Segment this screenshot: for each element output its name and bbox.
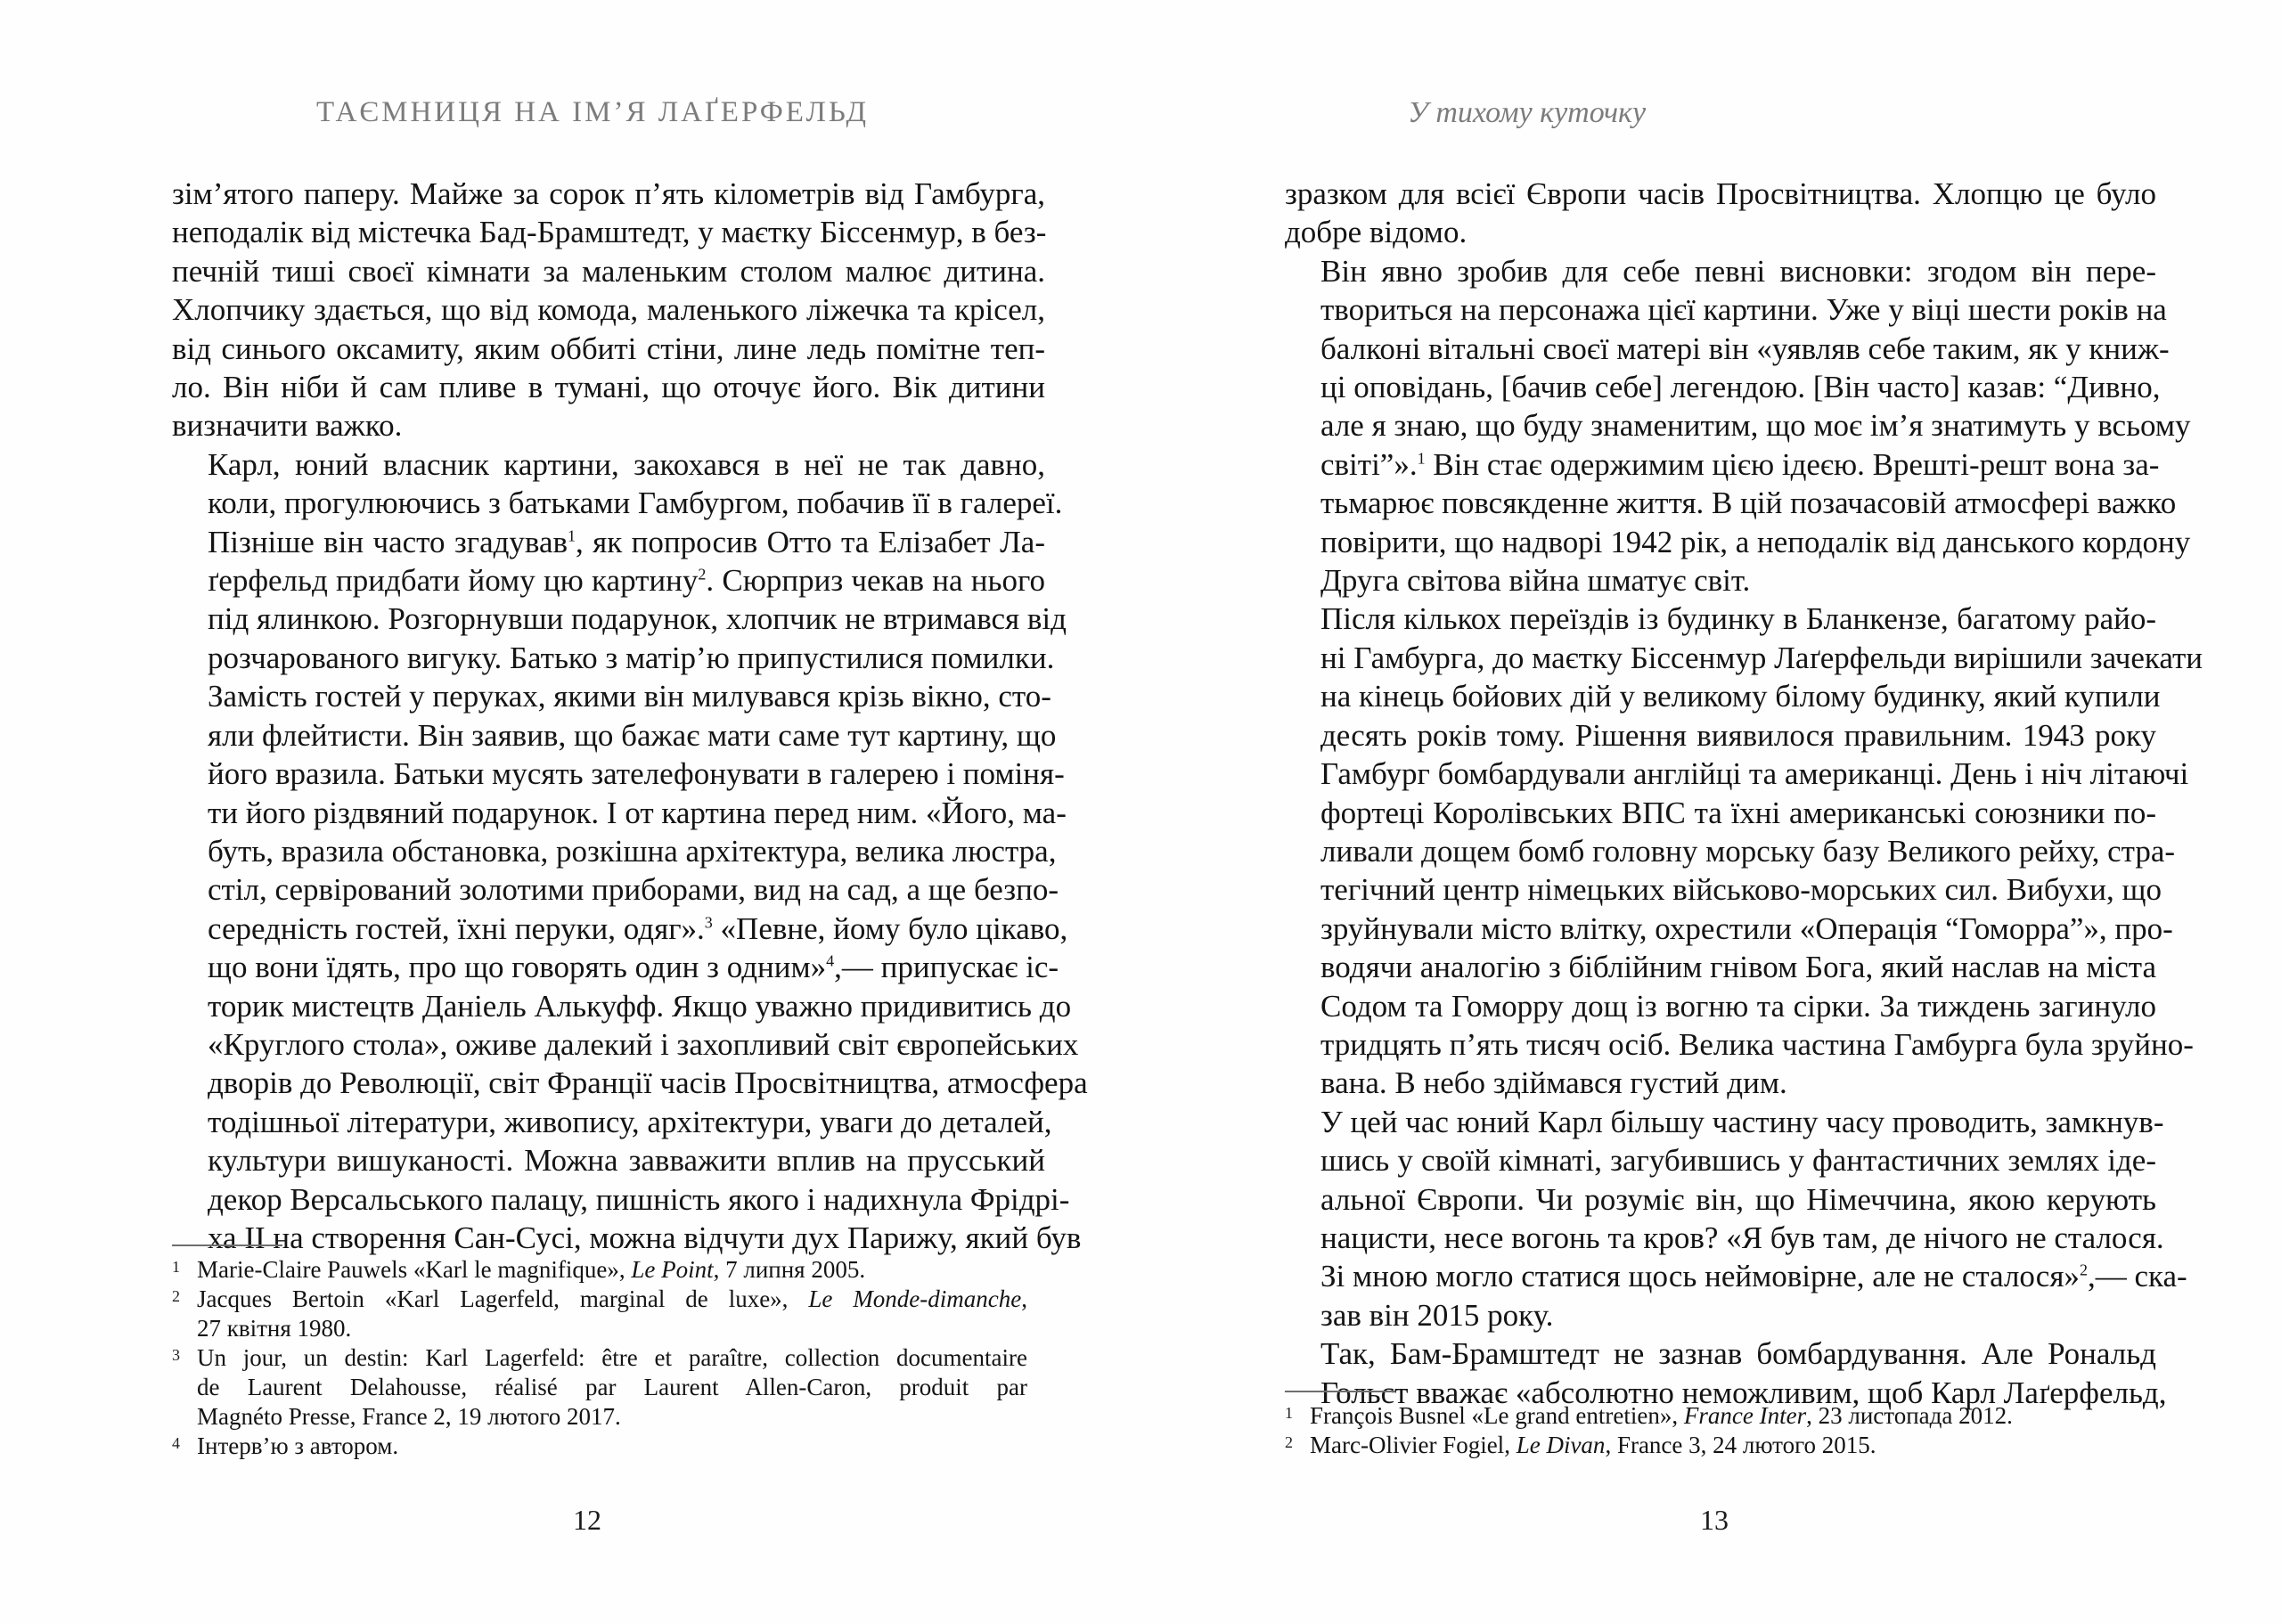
footnote-line: Marc-Olivier Fogiel, Le Divan, France 3, 24 лютого 2015. bbox=[1310, 1432, 1876, 1458]
footnote-marker: 2 bbox=[2079, 1261, 2088, 1279]
footnote-marker: 1 bbox=[568, 526, 576, 544]
text-line: визначити важко. bbox=[172, 408, 403, 444]
text-line: світі”».$^1$ Він стає одержимим цією ідеєю. Врешті-решт вона за- bbox=[1320, 446, 2160, 482]
footnote-number: 2 bbox=[1285, 1433, 1293, 1451]
footnote-marker: 2 bbox=[698, 565, 707, 583]
text-line: декор Версальського палацу, пишність якого і надихнула Фрідрі- bbox=[208, 1181, 1070, 1217]
text-line: Замість гостей у перуках, якими він милувався крізь вікно, сто- bbox=[208, 679, 1051, 714]
body-text bbox=[1285, 175, 2203, 1412]
footnote-line: 27 квітня 1980. bbox=[197, 1315, 352, 1342]
footnote bbox=[1285, 1401, 2140, 1431]
footnote bbox=[1285, 1431, 2140, 1460]
text-line: Хлопчику здається, що від комода, маленького ліжечка та крісел, bbox=[172, 292, 1045, 328]
text-line: нацисти, несе вогонь та кров? «Я був там, де нічого не сталося. bbox=[1320, 1220, 2164, 1255]
text-line: ха II на створення Сан-Сусі, можна відчути дух Парижу, який був bbox=[208, 1220, 1082, 1255]
footnote-line: Marie-Claire Pauwels «Karl le magnifique», Le Point, 7 липня 2005. bbox=[197, 1256, 866, 1283]
publication-title: Le Point bbox=[631, 1256, 714, 1283]
text-line: ці оповідань, [бачив себе] легендою. [Він часто] казав: “Дивно, bbox=[1320, 370, 2161, 405]
text-line: ливали дощем бомб головну морську базу Великого рейху, стра- bbox=[1320, 833, 2176, 869]
footnote-divider bbox=[172, 1245, 282, 1246]
footnote-number: 1 bbox=[172, 1258, 180, 1276]
text-line: Після кількох переїздів із будинку в Бланкензе, багатому райо- bbox=[1320, 601, 2156, 637]
running-head-book-title: ТАЄМНИЦЯ НА ІМ’Я ЛАҐЕРФЕЛЬД bbox=[316, 96, 869, 128]
text-line: тодішньої літератури, живопису, архітектури, уваги до деталей, bbox=[208, 1104, 1052, 1139]
paragraph bbox=[1285, 175, 2156, 252]
text-line: ні Гамбурга, до маєтку Біссенмур Лаґерфельди вирішили зачекати bbox=[1320, 640, 2203, 675]
text-line: Гамбург бомбардували англійці та американці. День і ніч літаючі bbox=[1320, 756, 2189, 792]
text-line: його вразила. Батьки мусять зателефонувати в галерею і поміня- bbox=[208, 756, 1065, 792]
paragraph bbox=[172, 445, 1088, 1258]
text-line: Содом та Гоморру дощ із вогню та сірки. За тиждень загинуло bbox=[1320, 988, 2156, 1024]
footnote bbox=[172, 1255, 1027, 1285]
footnote-marker: 4 bbox=[826, 951, 835, 970]
text-line: печній тиші своєї кімнати за маленьким столом малює дитина. bbox=[172, 253, 1045, 289]
text-line: десять років тому. Рішення виявилося правильним. 1943 року bbox=[1320, 717, 2156, 753]
publication-title: Le Divan bbox=[1516, 1432, 1606, 1458]
text-line: «Круглого стола», оживе далекий і захопливий світ європейських bbox=[208, 1026, 1079, 1062]
text-line: неподалік від містечка Бад-Брамштедт, у маєтку Біссенмур, в без- bbox=[172, 215, 1047, 250]
text-line: балконі вітальні своєї матері він «уявляв себе таким, як у книж- bbox=[1320, 331, 2170, 366]
footnote-line: Un jour, un destin: Karl Lagerfeld: être et paraître, collection documentaire bbox=[197, 1344, 1027, 1371]
footnote-number: 4 bbox=[172, 1434, 180, 1452]
body-text bbox=[172, 175, 1088, 1257]
page-number: 13 bbox=[1700, 1504, 1729, 1536]
text-line: стіл, сервірований золотими приборами, вид на сад, а ще безпо- bbox=[208, 872, 1059, 908]
footnote-number: 1 bbox=[1285, 1404, 1293, 1422]
text-line: зруйнували місто влітку, охрестили «Операція “Гоморра”», про- bbox=[1320, 910, 2173, 946]
paragraph bbox=[1285, 1334, 2167, 1412]
text-line: ґерфельд придбати йому цю картину$^2$. Сюрприз чекав на нього bbox=[208, 563, 1045, 599]
page-number: 12 bbox=[573, 1504, 601, 1536]
footnote-divider bbox=[1285, 1391, 1395, 1392]
footnote-line: Jacques Bertoin «Karl Lagerfeld, marginal de luxe», Le Monde-dimanche, bbox=[197, 1285, 1027, 1312]
text-line: буть, вразила обстановка, розкішна архітектура, велика люстра, bbox=[208, 833, 1057, 869]
left-page bbox=[0, 0, 1140, 1624]
text-line: торик мистецтв Даніель Алькуфф. Якщо уважно придивитись до bbox=[208, 988, 1072, 1024]
text-line: зразком для всієї Європи часів Просвітництва. Хлопцю це було bbox=[1285, 176, 2156, 211]
publication-title: Le Monde-dimanche bbox=[808, 1285, 1022, 1312]
footnote bbox=[172, 1285, 1027, 1343]
text-line: Друга світова війна шматує світ. bbox=[1320, 563, 1751, 599]
text-line: що вони їдять, про що говорять один з одним»$^4$,— припускає іс- bbox=[208, 950, 1059, 985]
footnote bbox=[172, 1343, 1027, 1432]
text-line: середність гостей, їхні перуки, одяг».$^3$ «Певне, йому було цікаво, bbox=[208, 910, 1068, 946]
footnote-line: Інтерв’ю з автором. bbox=[197, 1432, 399, 1459]
footnote-marker: 1 bbox=[1417, 449, 1426, 468]
text-line: на кінець бойових дій у великому білому будинку, який купили bbox=[1320, 679, 2161, 714]
text-line: Зі мною могло статися щось неймовірне, але не сталося»$^2$,— ска- bbox=[1320, 1259, 2187, 1294]
text-line: Так, Бам-Брамштедт не зазнав бомбардування. Але Рональд bbox=[1320, 1336, 2156, 1372]
text-line: шись у своїй кімнаті, загубившись у фантастичних землях іде- bbox=[1320, 1143, 2156, 1179]
paragraph bbox=[1285, 600, 2203, 1102]
text-line: ло. Він ніби й сам пливе в тумані, що оточує його. Вік дитини bbox=[172, 370, 1045, 405]
text-line: коли, прогулюючись з батьками Гамбургом, побачив її в галереї. bbox=[208, 486, 1063, 521]
text-line: фортеці Королівських ВПС та їхні американські союзники по- bbox=[1320, 795, 2156, 830]
paragraph bbox=[1285, 252, 2191, 600]
text-line: Карл, юний власник картини, закохався в неї не так давно, bbox=[208, 446, 1045, 482]
footnote bbox=[172, 1432, 1027, 1461]
footnote-number: 3 bbox=[172, 1346, 180, 1364]
text-line: Гольст вважає «абсолютно неможливим, щоб Карл Лаґерфельд, bbox=[1320, 1375, 2167, 1410]
footnote-line: François Busnel «Le grand entretien», France Inter, 23 листопада 2012. bbox=[1310, 1402, 2013, 1429]
text-line: добре відомо. bbox=[1285, 215, 1468, 250]
text-line: дворів до Революції, світ Франції часів Просвітництва, атмосфера bbox=[208, 1065, 1088, 1101]
footnote-line: Magnéto Presse, France 2, 19 лютого 2017. bbox=[197, 1403, 621, 1430]
text-line: ти його різдвяний подарунок. І от картина перед ним. «Його, ма- bbox=[208, 795, 1067, 830]
text-line: культури вишуканості. Можна завважити вплив на прусський bbox=[208, 1143, 1045, 1179]
text-line: Він явно зробив для себе певні висновки: згодом він пере- bbox=[1320, 253, 2156, 289]
text-line: водячи аналогію з біблійним гнівом Бога, який наслав на міста bbox=[1320, 950, 2157, 985]
text-line: але я знаю, що буду знаменитим, що моє ім’я знатимуть у всьому bbox=[1320, 408, 2191, 444]
footnote-line: de Laurent Delahousse, réalisé par Laurent Allen-Caron, produit par bbox=[197, 1374, 1027, 1400]
text-line: тьмарює повсякденне життя. В цій позачасовій атмосфері важко bbox=[1320, 486, 2177, 521]
paragraph bbox=[1285, 1103, 2187, 1334]
text-line: Пізніше він часто згадував$^1$, як попросив Отто та Елізабет Ла- bbox=[208, 524, 1045, 559]
text-line: яли флейтисти. Він заявив, що бажає мати саме тут картину, що bbox=[208, 717, 1057, 753]
text-line: У цей час юний Карл більшу частину часу проводить, замкнув- bbox=[1320, 1104, 2164, 1139]
footnote-number: 2 bbox=[172, 1287, 180, 1305]
text-line: альної Європи. Чи розуміє він, що Німеччина, якою керують bbox=[1320, 1181, 2156, 1217]
text-line: розчарованого вигуку. Батько з матір’ю припустилися помилки. bbox=[208, 640, 1055, 675]
right-page bbox=[1140, 0, 2281, 1624]
footnotes bbox=[172, 1255, 1027, 1461]
text-line: зав він 2015 року. bbox=[1320, 1297, 1554, 1333]
text-line: під ялинкою. Розгорнувши подарунок, хлопчик не втримався від bbox=[208, 601, 1067, 637]
text-line: зім’ятого паперу. Майже за сорок п’ять кілометрів від Гамбурга, bbox=[172, 176, 1045, 211]
text-line: вана. В небо здіймався густий дим. bbox=[1320, 1065, 1787, 1101]
text-line: повірити, що надворі 1942 рік, а неподалік від данського кордону bbox=[1320, 524, 2191, 559]
text-line: тридцять п’ять тисяч осіб. Велика частина Гамбурга була зруйно- bbox=[1320, 1026, 2194, 1062]
paragraph bbox=[172, 175, 1045, 445]
footnotes bbox=[1285, 1401, 2140, 1460]
publication-title: France Inter bbox=[1683, 1402, 1807, 1429]
footnote-marker: 3 bbox=[704, 913, 713, 932]
text-line: тегічний центр німецьких військово-морських сил. Вибухи, що bbox=[1320, 872, 2162, 908]
running-head-chapter-title: У тихому куточку bbox=[1408, 96, 1647, 129]
text-line: від синього оксамиту, яким оббиті стіни, лине ледь помітне теп- bbox=[172, 331, 1045, 366]
text-line: твориться на персонажа цієї картини. Уже у віці шести років на bbox=[1320, 292, 2167, 328]
